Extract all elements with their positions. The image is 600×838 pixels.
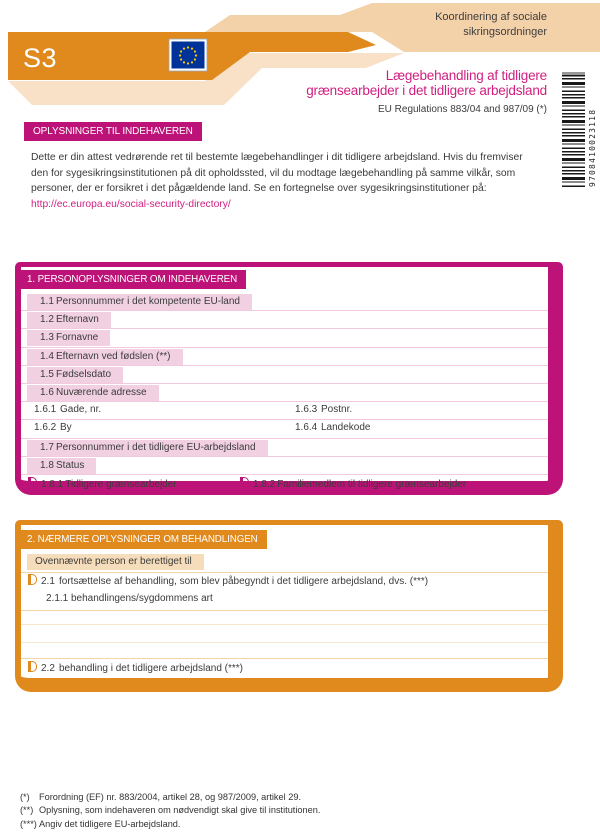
regulations-reference: EU Regulations 883/04 and 987/09 (*): [377, 104, 547, 115]
field-row-1-6-2: [21, 420, 548, 438]
field-col2: [295, 402, 352, 419]
field-number: 1.7: [40, 441, 54, 453]
checkbox-1-8-1[interactable]: [28, 477, 37, 488]
treatment-option-2-2: [21, 659, 548, 679]
footnote-text: Forordning (EF) nr. 883/2004, artikel 28, og 987/2009, artikel 29.: [39, 792, 302, 802]
section1-rows: [21, 293, 548, 493]
footnote-marker: (***): [20, 818, 37, 829]
footnote-text: Angiv det tidligere EU-arbejdsland.: [39, 818, 181, 829]
option-label: fortsættelse af behandling, som blev påbegyndt i det tidligere arbejdsland, dvs. (***): [59, 576, 429, 587]
field-number: 1.6.3: [295, 404, 318, 416]
footnote-2: [20, 804, 320, 817]
field-label: Status: [56, 459, 85, 471]
field-label: Gade, nr.: [60, 404, 102, 416]
field-label-chip: [27, 440, 268, 456]
field-label: Nuværende adresse: [56, 386, 147, 398]
field-label-chip: [27, 385, 159, 401]
checkbox-2-2[interactable]: [28, 661, 37, 672]
field-label: Fornavne: [56, 332, 99, 344]
field-label-chip: [27, 367, 123, 383]
field-number: 1.2: [40, 314, 54, 326]
field-row-1-7: [21, 439, 548, 457]
footnote-1: [20, 791, 320, 804]
program-name: [435, 10, 547, 39]
empty-write-in-row: [21, 611, 548, 625]
field-label: Postnr.: [321, 404, 353, 416]
program-line1: Koordinering af sociale: [435, 11, 547, 23]
checkbox-option-1-8-1: [28, 479, 177, 490]
field-number: 1.6.2: [34, 422, 57, 434]
program-line2: sikringsordninger: [463, 25, 547, 38]
field-label: By: [60, 422, 72, 434]
option-label: Familiemedlem til tidligere grænsearbejder: [277, 478, 467, 490]
field-label: Personnummer i det kompetente EU-land: [56, 296, 240, 307]
empty-write-in-row: [21, 643, 548, 659]
option-label: Tidligere grænsearbejder: [65, 478, 177, 490]
field-number: 1.6.1: [34, 404, 57, 416]
option-number: 2.2: [41, 663, 55, 674]
field-label: Efternavn: [56, 314, 99, 326]
footnote-text: Oplysning, som indehaveren om nødvendigt skal give til institutionen.: [39, 805, 321, 816]
field-label-chip: [27, 312, 111, 328]
field-number: 1.5: [40, 368, 54, 380]
option-number: 2.1: [41, 576, 55, 587]
notice-heading: OPLYSNINGER TIL INDEHAVEREN: [24, 122, 202, 141]
field-number: 1.8: [40, 459, 54, 471]
field-label: Efternavn ved fødslen (**): [56, 350, 171, 362]
field-label: Fødselsdato: [56, 368, 112, 380]
option-number: 1.8.1: [41, 478, 64, 490]
treatment-option-2-1: [21, 573, 548, 591]
field-number: 1.6.4: [295, 422, 318, 434]
checkbox-1-8-2[interactable]: [240, 477, 249, 488]
field-label-chip: [27, 458, 96, 474]
field-number: 1.6: [40, 386, 54, 398]
section2-title: 2. NÆRMERE OPLYSNINGER OM BEHANDLINGEN: [21, 530, 267, 549]
page-title: [306, 69, 547, 98]
notice-paragraph: [31, 150, 523, 212]
field-col2: [295, 420, 371, 437]
field-row-1-2: [21, 311, 548, 329]
empty-write-in-row: [21, 625, 548, 643]
field-label-chip: [27, 330, 110, 346]
notice-line3: personer, der er forsikret i det pågældende land. Se en fortegnelse over sygesikringsinstitutioner på:: [31, 183, 487, 195]
entitlement-intro-chip: Ovennævnte person er berettiget til: [27, 554, 204, 570]
field-row-1-1: [21, 293, 548, 311]
notice-line1: Dette er din attest vedrørende ret til bestemte lægebehandlinger i dit tidligere arbejdsland. Hvis du fremviser: [31, 152, 523, 163]
eu-flag-icon: [169, 39, 207, 71]
page-title-line2: grænsearbejder i det tidligere arbejdsland: [306, 82, 547, 98]
section1-title: 1. PERSONOPLYSNINGER OM INDEHAVEREN: [21, 270, 246, 289]
footnotes: [20, 791, 320, 831]
barcode-number: 9708410023118: [588, 108, 597, 187]
form-code: S3: [23, 43, 58, 73]
status-checkbox-row: [21, 475, 548, 494]
field-label: Personnummer i det tidligere EU-arbejdsland: [56, 441, 256, 453]
checkbox-2-1[interactable]: [28, 574, 37, 585]
option-label: behandling i det tidligere arbejdsland (***): [59, 663, 244, 674]
field-number: 1.1: [40, 296, 54, 307]
notice-line2: den for sygesikringsinstitutionen på dit opholdssted, vil du modtage lægebehandling på samme vilkår, som: [31, 167, 516, 179]
field-label: behandlingens/sygdommens art: [71, 593, 213, 604]
social-security-directory-link[interactable]: http://ec.europa.eu/social-security-directory/: [31, 198, 231, 210]
field-row-1-6: [21, 384, 548, 402]
field-row-1-3: [21, 329, 548, 347]
field-number: 1.4: [40, 350, 54, 362]
section-personal-info: [15, 262, 563, 495]
section-treatment-info: [15, 520, 563, 692]
field-row-1-5: [21, 366, 548, 384]
footnote-marker: (*): [20, 792, 30, 802]
field-row-1-4: [21, 348, 548, 366]
barcode: [562, 72, 585, 189]
treatment-field-2-1-1: [21, 591, 548, 611]
field-number: 2.1.1: [46, 593, 69, 604]
option-number: 1.8.2: [253, 478, 276, 490]
entitlement-intro-row: [21, 552, 548, 573]
field-label: Landekode: [321, 422, 371, 434]
field-label-chip: [27, 294, 252, 310]
field-label-chip: [27, 349, 183, 365]
footnote-3: [20, 818, 320, 831]
field-row-1-8: [21, 457, 548, 475]
field-number: 1.3: [40, 332, 54, 344]
field-row-1-6-1: [21, 402, 548, 420]
page-title-line1: Lægebehandling af tidligere: [385, 68, 547, 83]
footnote-marker: (**): [20, 805, 34, 816]
checkbox-option-1-8-2: [240, 477, 466, 492]
